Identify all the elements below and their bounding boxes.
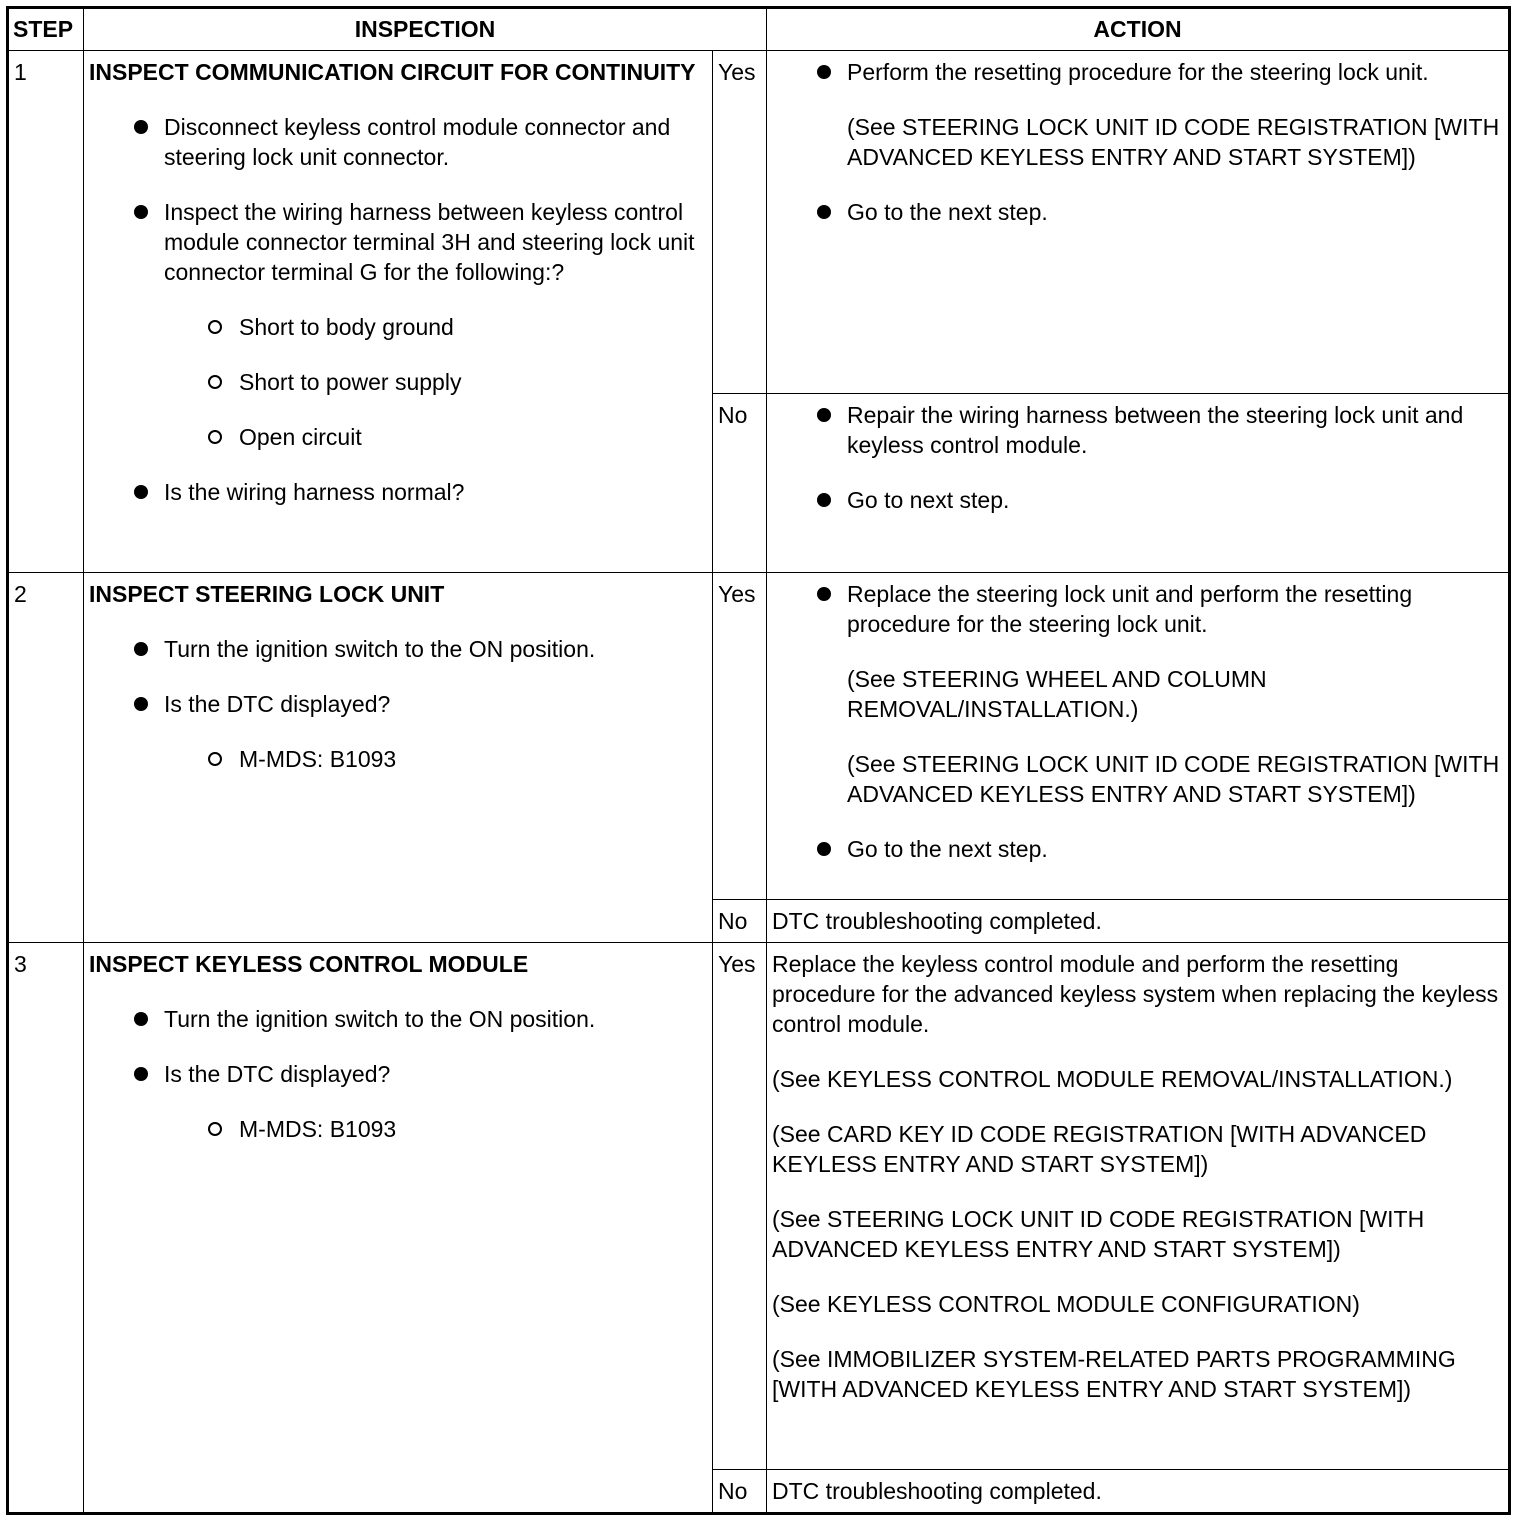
step-2-yes-row [8, 573, 1510, 900]
sub-bullet-item: Short to power supply [89, 367, 708, 397]
step-1-no-action [767, 394, 1510, 573]
step-2-yes-action [767, 573, 1510, 900]
reference-text: (See STEERING LOCK UNIT ID CODE REGISTRATION [WITH ADVANCED KEYLESS ENTRY AND START SYSTEM]) [847, 114, 1500, 170]
bullet-item: Inspect the wiring harness between keyless control module connector terminal 3H and steering lock unit connector terminal G for the following:? [89, 197, 708, 287]
no-label: No [713, 1470, 767, 1514]
sub-bullet-item: Short to body ground [89, 312, 708, 342]
bullet-item: Is the wiring harness normal? [89, 477, 708, 507]
sub-bullet-item: M-MDS: B1093 [89, 1114, 708, 1144]
reference-text: (See STEERING LOCK UNIT ID CODE REGISTRATION [WITH ADVANCED KEYLESS ENTRY AND START SYSTEM]) [772, 1206, 1425, 1262]
action-text: DTC troubleshooting completed. [772, 1478, 1102, 1504]
no-label: No [713, 900, 767, 943]
yes-label: Yes [713, 573, 767, 900]
header-row [8, 8, 1510, 51]
step-3-inspection [84, 943, 713, 1514]
reference-text: (See KEYLESS CONTROL MODULE REMOVAL/INSTALLATION.) [772, 1066, 1453, 1092]
step-number: 3 [8, 943, 84, 1514]
step-2-no-action [767, 900, 1510, 943]
inspection-header: INSPECTION [84, 8, 767, 51]
yes-label: Yes [713, 51, 767, 394]
step-2-inspection [84, 573, 713, 943]
action-bullet: Perform the resetting procedure for the steering lock unit. [772, 57, 1502, 87]
step-3-no-action [767, 1470, 1510, 1514]
step-header: STEP [8, 8, 84, 51]
reference-text: (See KEYLESS CONTROL MODULE CONFIGURATION) [772, 1291, 1360, 1317]
step-3-yes-row [8, 943, 1510, 1470]
reference-text: (See STEERING WHEEL AND COLUMN REMOVAL/INSTALLATION.) [847, 666, 1267, 722]
yes-label: Yes [713, 943, 767, 1470]
sub-bullet-item: Open circuit [89, 422, 708, 452]
action-bullet: Replace the steering lock unit and perform the resetting procedure for the steering lock unit. [772, 579, 1502, 639]
troubleshooting-table [6, 6, 1511, 1515]
step-number: 1 [8, 51, 84, 573]
step-number: 2 [8, 573, 84, 943]
bullet-item: Disconnect keyless control module connector and steering lock unit connector. [89, 112, 708, 172]
action-header: ACTION [767, 8, 1510, 51]
step-title: INSPECT COMMUNICATION CIRCUIT FOR CONTINUITY [89, 59, 696, 85]
no-label: No [713, 394, 767, 573]
bullet-item: Is the DTC displayed? [89, 689, 708, 719]
reference-text: (See STEERING LOCK UNIT ID CODE REGISTRATION [WITH ADVANCED KEYLESS ENTRY AND START SYSTEM]) [847, 751, 1500, 807]
step-3-yes-action [767, 943, 1510, 1470]
action-bullet: Repair the wiring harness between the steering lock unit and keyless control module. [772, 400, 1502, 460]
reference-text: (See IMMOBILIZER SYSTEM-RELATED PARTS PROGRAMMING [WITH ADVANCED KEYLESS ENTRY AND START SYSTEM]) [772, 1346, 1456, 1402]
step-1-inspection [84, 51, 713, 573]
bullet-item: Is the DTC displayed? [89, 1059, 708, 1089]
bullet-item: Turn the ignition switch to the ON position. [89, 634, 708, 664]
step-1-yes-row [8, 51, 1510, 394]
step-1-yes-action [767, 51, 1510, 394]
action-bullet: Go to next step. [772, 485, 1502, 515]
action-bullet: Go to the next step. [772, 197, 1502, 227]
bullet-item: Turn the ignition switch to the ON position. [89, 1004, 708, 1034]
sub-bullet-item: M-MDS: B1093 [89, 744, 708, 774]
step-title: INSPECT KEYLESS CONTROL MODULE [89, 951, 529, 977]
action-bullet: Go to the next step. [772, 834, 1502, 864]
step-title: INSPECT STEERING LOCK UNIT [89, 581, 445, 607]
reference-text: (See CARD KEY ID CODE REGISTRATION [WITH ADVANCED KEYLESS ENTRY AND START SYSTEM]) [772, 1121, 1427, 1177]
action-text: Replace the keyless control module and perform the resetting procedure for the advanced keyless system when replacing the keyless control module. [772, 951, 1499, 1037]
action-text: DTC troubleshooting completed. [772, 908, 1102, 934]
